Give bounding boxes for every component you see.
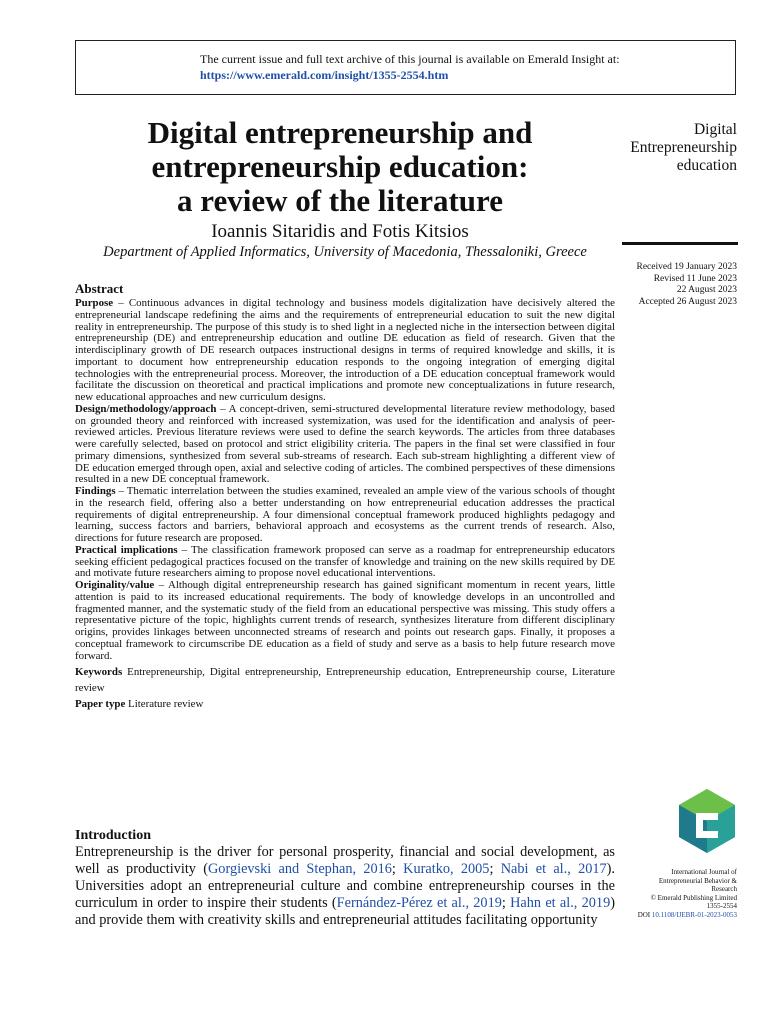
- originality-label: Originality/value: [75, 579, 155, 591]
- abstract-keywords: [75, 664, 615, 696]
- publisher: © Emerald Publishing Limited: [650, 893, 737, 902]
- introduction-paragraph: [75, 844, 615, 929]
- practical-text: – The classification framework proposed can serve as a roadmap for entrepreneurship educators seeking efficient pedagogical practices focused on the transfer of knowledge and training on the new skills required by DE and motivate future researchers aiming to propose novel educational interventions.: [75, 543, 616, 580]
- abstract-paper-type: [75, 696, 615, 712]
- title-line-3: a review of the literature: [177, 183, 503, 218]
- findings-text: – Thematic interrelation between the studies examined, revealed an ample view of the various schools of thought in the research field, offering also a better understanding on how entrepreneurial education addresses the practical requirements of digital entrepreneurship. A four dimensional conceptual framework produced highlights pedagogy and learning, success factors and barriers, behavioral approach and ecosystems as the current trends of research. Also, directions for future research are proposed.: [75, 485, 615, 544]
- issn: 1355-2554: [706, 902, 737, 911]
- abstract-practical: [75, 545, 615, 580]
- abstract-heading: Abstract: [75, 281, 124, 296]
- intro-text-2: ). Universities adopt an entrepreneurial culture and combine entrepreneurship courses in the curriculum in order to inspire their students (: [75, 861, 616, 911]
- citation-sep: ;: [501, 895, 511, 911]
- running-head: [630, 121, 737, 175]
- originality-text: – Although digital entrepreneurship research has gained significant momentum in recent years, little attention is paid to its increased educational requirements. The body of knowledge develops in an uncontrolled and fragmented manner, and the systematic study of the field from an educational perspective was missing. This study offers a representative picture of the topic, highlights current trends of research, synthesizes literature from different disciplinary origins, provides linkages between unconnected streams of research and points out research gaps. Finally, it proposes a conceptual framework to circumscribe DE education as a field of study and serve as a basis to help future research move forward.: [75, 579, 615, 662]
- journal-name-2: Entrepreneurial Behavior &: [658, 876, 737, 885]
- emerald-logo-icon: [676, 787, 738, 855]
- paper-title: [90, 116, 590, 218]
- practical-label: Practical implications: [75, 543, 178, 556]
- affiliation: Department of Applied Informatics, University of Macedonia, Thessaloniki, Greece: [103, 244, 587, 260]
- journal-url-link[interactable]: https://www.emerald.com/insight/1355-2554.htm: [200, 68, 449, 82]
- abstract-purpose: [75, 298, 615, 404]
- article-dates: [636, 262, 737, 308]
- running-head-line-3: education: [676, 157, 737, 174]
- keywords-text: Entrepreneurship, Digital entrepreneurship, Entrepreneurship education, Entrepreneurship course, Literature review: [75, 666, 615, 695]
- citation-sep: ;: [489, 861, 501, 877]
- intro-text-1: Entrepreneurship is the driver for personal prosperity, financial and social development, as well as productivity (: [75, 844, 615, 877]
- introduction-body: [75, 844, 615, 929]
- accepted-date: Accepted 26 August 2023: [638, 296, 737, 307]
- abstract-findings: [75, 486, 615, 545]
- abstract-body: [75, 298, 615, 712]
- divider-rule: [622, 242, 738, 245]
- purpose-text: – Continuous advances in digital technology and business models digitalization have decisively altered the entrepreneurial landscape redefining the aims and the requirements of entrepreneurial education to suit the new digital reality in entrepreneurship. The purpose of this study is to shed light in a neglected niche in the intersection between digital entrepreneurship (DE) and entrepreneurship education and outline DE education as field of research. Given that the interdisciplinary growth of DE research outpaces instructional designs in terms of required knowledge and skills, it is important to document how entrepreneurship education responds to the ongoing integration of emerging digital technologies with the entrepreneurial process. Moreover, the introduction of a DE education conceptual framework would facilitate the discussion on theoretical and practical implications and promote new conceptualizations in future research, new educational approaches and new curriculum designs.: [75, 297, 615, 403]
- citation-link[interactable]: Fernández-Pérez et al., 2019: [336, 895, 502, 911]
- citation-link[interactable]: Gorgievski and Stephan, 2016: [207, 861, 392, 877]
- revised-date-2: 22 August 2023: [676, 285, 737, 295]
- citation-link[interactable]: Nabi et al., 2017: [500, 861, 607, 877]
- doi-label: DOI: [637, 910, 652, 919]
- doi-link[interactable]: 10.1108/IJEBR-01-2023-0053: [651, 910, 737, 919]
- abstract-originality: [75, 580, 615, 662]
- intro-text-3: ) and provide them with creativity skills and entrepreneurial attitudes facilitating opportunity: [75, 895, 615, 928]
- journal-name-3: Research: [711, 885, 737, 894]
- design-label: Design/methodology/approach: [75, 402, 217, 415]
- title-line-2: entrepreneurship education:: [151, 149, 529, 184]
- received-date: Received 19 January 2023: [636, 262, 737, 272]
- authors: Ioannis Sitaridis and Fotis Kitsios: [211, 221, 469, 242]
- running-head-line-1: Digital: [693, 121, 737, 138]
- design-text: – A concept-driven, semi-structured developmental literature review methodology, based on grounded theory and reinforced with increased systemization, was used for the identification and analysis of peer-reviewed articles. Previous literature reviews were used to define the search keywords. The articles from three databases were carefully selected, based on protocol and strict eligibility criteria. The papers in the final set were classified in four primary dimensions, synthesized from several sub-streams of research. Each sub-stream highlighting a different view of DE education emerged through open, axial and selective coding of articles. The combined perspectives of these dimensions resulted in a new DE conceptual framework.: [75, 402, 615, 486]
- purpose-label: Purpose: [75, 297, 114, 309]
- journal-name-1: International Journal of: [671, 868, 737, 876]
- paper-type-text: Literature review: [125, 698, 204, 711]
- keywords-label: Keywords: [75, 666, 123, 679]
- title-line-1: Digital entrepreneurship and: [147, 115, 533, 150]
- citation-link[interactable]: Kuratko, 2005: [403, 861, 490, 877]
- running-head-line-2: Entrepreneurship: [630, 139, 737, 156]
- doi-line: [638, 911, 737, 920]
- paper-type-label: Paper type: [75, 698, 126, 711]
- revised-date: Revised 11 June 2023: [653, 273, 737, 284]
- citation-link[interactable]: Hahn et al., 2019: [510, 895, 611, 911]
- access-notice-box: [75, 40, 736, 95]
- abstract-design: [75, 404, 615, 486]
- findings-label: Findings: [75, 485, 116, 497]
- introduction-heading: Introduction: [75, 828, 151, 843]
- journal-info: [638, 868, 737, 920]
- citation-sep: ;: [391, 861, 404, 877]
- access-notice-text: The current issue and full text archive of this journal is available on Emerald Insight at:: [200, 52, 620, 66]
